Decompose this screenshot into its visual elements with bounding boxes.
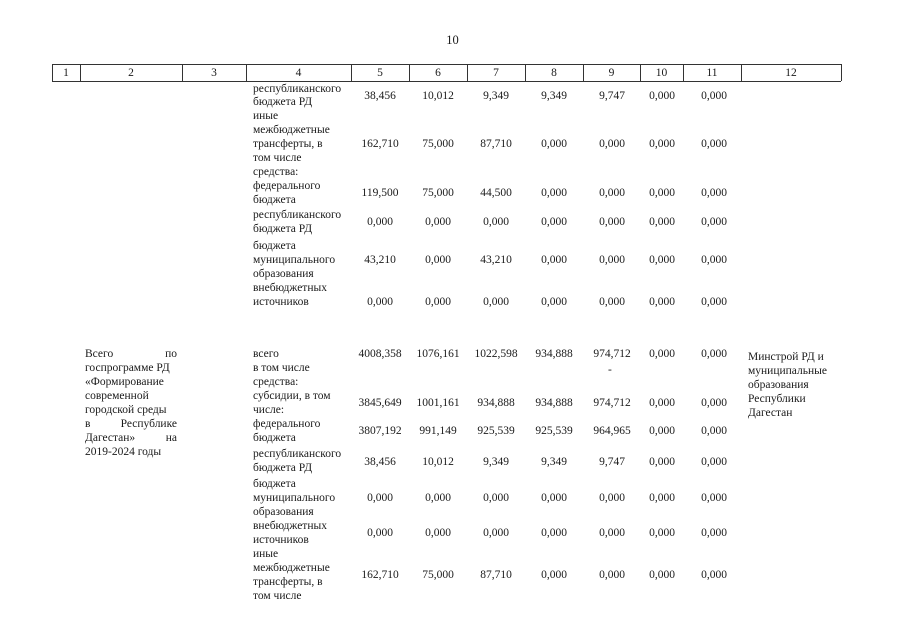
value-cell: 9,349: [483, 90, 509, 102]
value-cell: 10,012: [422, 90, 454, 102]
executor-line: Минстрой РД и: [748, 351, 824, 363]
value-cell: 0,000: [483, 527, 509, 539]
row-label-line: внебюджетных: [253, 520, 327, 532]
row-label-line: республиканского: [253, 83, 342, 95]
value-cell: 9,747: [599, 90, 625, 102]
executor-line: муниципальные: [748, 365, 827, 377]
program-title-line: городской среды: [85, 404, 167, 416]
row-label-line: бюджета: [253, 240, 296, 252]
row-label-line: иные: [253, 110, 279, 122]
value-cell: 934,888: [535, 348, 573, 360]
value-cell: 0,000: [425, 527, 451, 539]
value-cell: 0,000: [367, 216, 393, 228]
value-cell: 0,000: [701, 348, 727, 360]
row-label-line: в том числе: [253, 362, 310, 374]
value-cell: 43,210: [364, 254, 396, 266]
value-cell: 0,000: [541, 492, 567, 504]
value-cell: 0,000: [701, 254, 727, 266]
program-title-line: «Формирование: [85, 376, 164, 388]
row-label-line: бюджета: [253, 194, 296, 206]
value-cell: 0,000: [701, 397, 727, 409]
header-cell: 4: [295, 67, 302, 79]
value-cell: 0,000: [541, 216, 567, 228]
tick-mark: -: [608, 364, 612, 376]
value-cell: 0,000: [701, 527, 727, 539]
value-cell: 0,000: [541, 569, 567, 581]
row-label-line: трансферты, в: [253, 138, 323, 150]
value-cell: 0,000: [599, 569, 625, 581]
value-cell: 974,712: [593, 348, 631, 360]
row-label-line: субсидии, в том: [253, 390, 331, 402]
value-cell: 0,000: [701, 456, 727, 468]
value-cell: 0,000: [701, 90, 727, 102]
row-label-line: муниципального: [253, 254, 336, 266]
value-cell: 38,456: [364, 456, 396, 468]
program-title-line: Дагестан» на: [85, 432, 177, 444]
header-cell: 10: [655, 67, 668, 79]
row-label-line: бюджета РД: [253, 223, 313, 235]
value-cell: 0,000: [425, 296, 451, 308]
page-number: 10: [446, 33, 459, 47]
value-cell: 0,000: [425, 216, 451, 228]
row-label-line: числе:: [253, 404, 285, 416]
value-cell: 0,000: [649, 569, 675, 581]
value-cell: 0,000: [599, 527, 625, 539]
value-cell: 4008,358: [358, 348, 402, 360]
row-label-line: образования: [253, 506, 314, 518]
value-cell: 1022,598: [474, 348, 518, 360]
value-cell: 0,000: [701, 569, 727, 581]
value-cell: 0,000: [541, 187, 567, 199]
program-title-line: 2019-2024 годы: [85, 446, 162, 458]
row-label-line: источников: [253, 296, 309, 308]
executor-line: Республики: [748, 393, 806, 405]
value-cell: 0,000: [483, 296, 509, 308]
row-label-line: республиканского: [253, 448, 342, 460]
value-cell: 0,000: [649, 397, 675, 409]
row-label-line: средства:: [253, 166, 299, 178]
row-label-line: межбюджетные: [253, 124, 330, 136]
value-cell: 1001,161: [416, 397, 460, 409]
row-label-line: муниципального: [253, 492, 336, 504]
value-cell: 119,500: [361, 187, 399, 199]
header-cell: 12: [785, 67, 797, 79]
value-cell: 934,888: [477, 397, 515, 409]
header-cell: 3: [211, 67, 217, 79]
row-label-line: иные: [253, 548, 279, 560]
value-cell: 0,000: [649, 187, 675, 199]
value-cell: 925,539: [535, 425, 573, 437]
value-cell: 974,712: [593, 397, 631, 409]
value-cell: 75,000: [422, 187, 454, 199]
row-label-line: республиканского: [253, 209, 342, 221]
value-cell: 44,500: [480, 187, 512, 199]
value-cell: 0,000: [701, 425, 727, 437]
value-cell: 0,000: [701, 138, 727, 150]
row-label-line: образования: [253, 268, 314, 280]
row-label-line: источников: [253, 534, 309, 546]
program-title-line: Всего по: [85, 348, 177, 360]
value-cell: 0,000: [649, 348, 675, 360]
header-cell: 8: [551, 67, 557, 79]
value-cell: 9,349: [541, 90, 567, 102]
value-cell: 0,000: [701, 216, 727, 228]
program-title-line: современной: [85, 390, 149, 402]
row-label-line: всего: [253, 348, 279, 360]
value-cell: 0,000: [599, 296, 625, 308]
value-cell: 9,349: [483, 456, 509, 468]
value-cell: 964,965: [593, 425, 631, 437]
value-cell: 0,000: [483, 216, 509, 228]
value-cell: 87,710: [480, 138, 512, 150]
table-top-border: [52, 64, 841, 65]
value-cell: 10,012: [422, 456, 454, 468]
value-cell: 0,000: [425, 492, 451, 504]
header-cell: 7: [493, 67, 499, 79]
header-cell: 9: [608, 67, 615, 79]
value-cell: 0,000: [649, 90, 675, 102]
row-label-line: межбюджетные: [253, 562, 330, 574]
row-label-line: трансферты, в: [253, 576, 323, 588]
value-cell: 0,000: [701, 296, 727, 308]
value-cell: 38,456: [364, 90, 396, 102]
executor-line: Дагестан: [748, 407, 793, 419]
value-cell: 0,000: [649, 254, 675, 266]
value-cell: 0,000: [649, 138, 675, 150]
value-cell: 0,000: [649, 296, 675, 308]
value-cell: 0,000: [541, 138, 567, 150]
row-label-line: бюджета РД: [253, 462, 313, 474]
value-cell: 0,000: [701, 492, 727, 504]
row-label-line: бюджета: [253, 478, 296, 490]
row-label-line: средства:: [253, 376, 299, 388]
value-cell: 0,000: [649, 216, 675, 228]
value-cell: 162,710: [361, 138, 399, 150]
value-cell: 0,000: [367, 296, 393, 308]
value-cell: 0,000: [701, 187, 727, 199]
value-cell: 0,000: [599, 254, 625, 266]
value-cell: 0,000: [649, 425, 675, 437]
executor-line: образования: [748, 379, 809, 391]
program-title-line: госпрограмме РД: [85, 362, 170, 374]
value-cell: 87,710: [480, 569, 512, 581]
value-cell: 0,000: [599, 187, 625, 199]
value-cell: 0,000: [367, 527, 393, 539]
value-cell: 75,000: [422, 138, 454, 150]
value-cell: 0,000: [541, 254, 567, 266]
value-cell: 9,747: [599, 456, 625, 468]
header-separator: [841, 64, 842, 81]
value-cell: 925,539: [477, 425, 515, 437]
value-cell: 0,000: [649, 456, 675, 468]
row-label-line: внебюджетных: [253, 282, 327, 294]
row-label-line: федерального: [253, 180, 321, 192]
table-header-bottom-border: [52, 81, 841, 82]
row-label-line: том числе: [253, 590, 302, 602]
header-cell: 2: [128, 67, 134, 79]
value-cell: 43,210: [480, 254, 512, 266]
value-cell: 991,149: [419, 425, 457, 437]
value-cell: 3807,192: [358, 425, 402, 437]
header-cell: 5: [377, 67, 383, 79]
value-cell: 0,000: [599, 216, 625, 228]
value-cell: 0,000: [367, 492, 393, 504]
row-label-line: бюджета РД: [253, 96, 313, 108]
header-cell: 1: [63, 67, 69, 79]
row-label-line: федерального: [253, 418, 321, 430]
value-cell: 0,000: [541, 296, 567, 308]
row-label-line: том числе: [253, 152, 302, 164]
value-cell: 0,000: [599, 138, 625, 150]
value-cell: 0,000: [541, 527, 567, 539]
value-cell: 1076,161: [416, 348, 460, 360]
row-label-line: бюджета: [253, 432, 296, 444]
value-cell: 934,888: [535, 397, 573, 409]
value-cell: 9,349: [541, 456, 567, 468]
header-cell: 6: [435, 67, 441, 79]
value-cell: 0,000: [483, 492, 509, 504]
value-cell: 3845,649: [358, 397, 402, 409]
value-cell: 0,000: [599, 492, 625, 504]
value-cell: 75,000: [422, 569, 454, 581]
value-cell: 0,000: [425, 254, 451, 266]
value-cell: 0,000: [649, 527, 675, 539]
value-cell: 162,710: [361, 569, 399, 581]
header-cell: 11: [706, 67, 718, 79]
value-cell: 0,000: [649, 492, 675, 504]
program-title-line: в Республике: [85, 418, 177, 430]
